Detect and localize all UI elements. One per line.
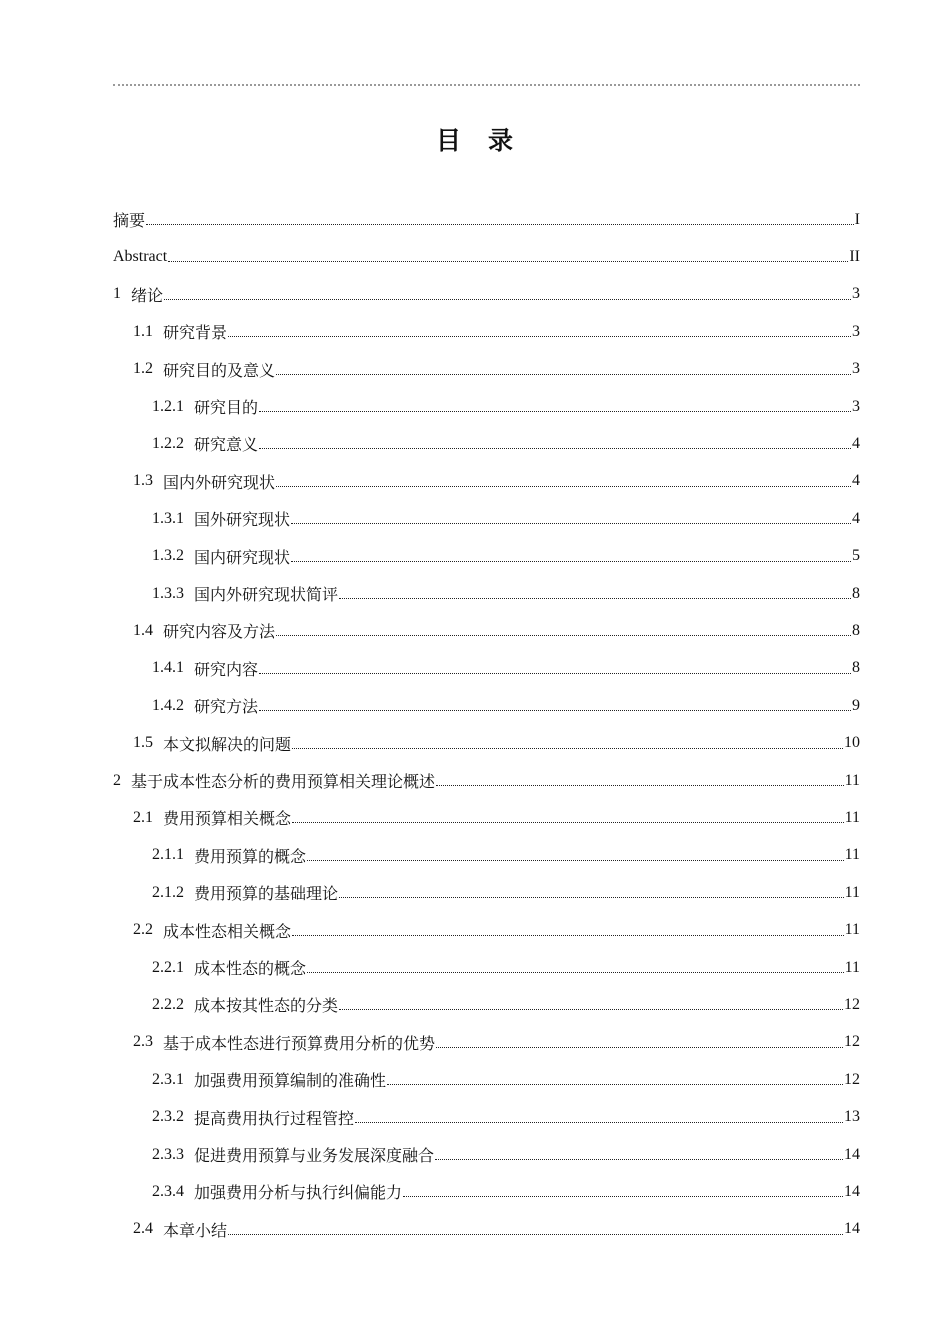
toc-entry-title: 促进费用预算与业务发展深度融合 <box>194 1146 435 1165</box>
toc-dot-leader <box>276 374 851 375</box>
toc-entry[interactable] <box>133 351 860 388</box>
toc-entry-title: 国外研究现状 <box>194 510 291 530</box>
toc-dot-leader <box>259 448 851 449</box>
toc-entry-number: 2.3.1 <box>152 1070 184 1088</box>
toc-entry[interactable] <box>152 538 860 575</box>
toc-dot-leader <box>435 1159 843 1160</box>
toc-entry-title: 国内外研究现状 <box>163 472 276 492</box>
toc-entry[interactable] <box>113 762 860 799</box>
toc-entry-number: 2.1.2 <box>152 883 184 901</box>
toc-entry[interactable] <box>133 463 860 500</box>
toc-entry-page: 11 <box>844 883 860 901</box>
toc-entry-page: 10 <box>844 734 860 752</box>
toc-dot-leader <box>403 1196 843 1197</box>
toc-entry[interactable] <box>133 725 860 762</box>
toc-entry[interactable] <box>152 425 860 462</box>
toc-entry-title: 基于成本性态分析的费用预算相关理论概述 <box>131 772 436 791</box>
toc-dot-leader <box>276 635 851 636</box>
toc-entry-page: 3 <box>852 285 860 303</box>
toc-entry-title: Abstract <box>113 247 168 265</box>
toc-dot-leader <box>436 1047 843 1048</box>
toc-dot-leader <box>292 748 843 749</box>
toc-entry-number: 1.4.1 <box>152 659 184 677</box>
toc-entry-page: 13 <box>844 1108 860 1126</box>
toc-dot-leader <box>164 299 851 300</box>
toc-dot-leader <box>307 860 844 861</box>
toc-entry-page: 11 <box>844 808 860 826</box>
toc-dot-leader <box>355 1122 843 1123</box>
toc-entry[interactable] <box>133 313 860 350</box>
toc-entry[interactable] <box>152 874 860 911</box>
toc-dot-leader <box>276 486 851 487</box>
toc-entry-title: 成本按其性态的分类 <box>194 996 339 1016</box>
toc-entry-title: 加强费用预算编制的准确性 <box>194 1071 387 1091</box>
toc-entry-title: 成本性态相关概念 <box>163 921 292 941</box>
toc-dot-leader <box>436 785 844 786</box>
toc-entry-number: 2.3.4 <box>152 1182 184 1200</box>
toc-entry-page: 4 <box>852 509 860 527</box>
toc-entry-title: 研究目的 <box>194 398 259 417</box>
toc-dot-leader <box>168 261 848 262</box>
toc-entry[interactable] <box>152 837 860 874</box>
toc-dot-leader <box>146 224 854 225</box>
toc-entry-number: 1.2 <box>133 360 153 378</box>
toc-entry-title: 费用预算的基础理论 <box>194 884 339 904</box>
toc-entry-title: 提高费用执行过程管控 <box>194 1108 355 1128</box>
toc-entry-number: 1.5 <box>133 734 153 752</box>
toc-entry-title: 国内研究现状 <box>194 547 291 567</box>
toc-entry-title: 研究目的及意义 <box>163 360 276 380</box>
toc-entry-title: 绪论 <box>131 285 164 305</box>
toc-entry[interactable] <box>133 612 860 649</box>
toc-entry-title: 摘要 <box>113 211 146 230</box>
toc-entry-page: 11 <box>844 921 860 939</box>
toc-dot-leader <box>339 598 851 599</box>
toc-entry-page: 11 <box>844 846 860 864</box>
toc-entry-number: 2.2 <box>133 921 153 939</box>
toc-entry-page: 4 <box>852 434 860 452</box>
toc-entry-page: 3 <box>852 397 860 415</box>
toc-entry-number: 1.1 <box>133 322 153 340</box>
toc-entry-title: 研究意义 <box>194 435 259 455</box>
toc-entry-page: 8 <box>852 621 860 639</box>
toc-entry-number: 2 <box>113 771 121 789</box>
toc-entry-number: 1.3.2 <box>152 547 184 565</box>
toc-entry-number: 2.1 <box>133 808 153 826</box>
toc-entry-page: 3 <box>852 360 860 378</box>
toc-entry-title: 成本性态的概念 <box>194 959 307 978</box>
toc-dot-leader <box>339 1009 843 1010</box>
toc-dot-leader <box>339 897 844 898</box>
toc-entry-page: 14 <box>844 1145 860 1163</box>
toc-entry[interactable] <box>113 201 860 238</box>
header-rule <box>113 84 860 86</box>
toc-entry[interactable] <box>133 799 860 836</box>
toc-entry-title: 国内外研究现状简评 <box>194 585 339 604</box>
toc-entry-title: 本文拟解决的问题 <box>163 734 292 754</box>
toc-entry-number: 1.3 <box>133 472 153 490</box>
toc-entry-number: 1.2.2 <box>152 434 184 452</box>
toc-entry-number: 2.2.1 <box>152 958 184 976</box>
toc-entry-title: 研究内容及方法 <box>163 622 276 642</box>
toc-entry-page: 12 <box>844 1070 860 1088</box>
toc-entry-page: 11 <box>844 958 860 976</box>
toc-entry[interactable] <box>152 1061 860 1098</box>
toc-dot-leader <box>307 972 844 973</box>
toc-entry-title: 研究背景 <box>163 323 228 343</box>
toc-entry[interactable] <box>152 949 860 986</box>
toc-dot-leader <box>259 673 851 674</box>
toc-entry-page: 14 <box>844 1182 860 1200</box>
toc-entry-number: 1.2.1 <box>152 397 184 415</box>
toc-entry-page: 4 <box>852 472 860 490</box>
toc-dot-leader <box>228 336 851 337</box>
toc-entry[interactable] <box>113 238 860 275</box>
toc-entry[interactable] <box>152 500 860 537</box>
toc-entry[interactable] <box>152 1173 860 1210</box>
toc-entry-number: 2.3.3 <box>152 1145 184 1163</box>
toc-entry-page: 11 <box>844 771 860 789</box>
toc-entry-page: 14 <box>844 1220 860 1238</box>
toc-entry-number: 1.4.2 <box>152 696 184 714</box>
toc-dot-leader <box>291 523 851 524</box>
toc-entry-title: 费用预算相关概念 <box>163 809 292 829</box>
toc-dot-leader <box>292 822 844 823</box>
toc-entry-page: 12 <box>844 1033 860 1051</box>
toc-entry-number: 2.1.1 <box>152 846 184 864</box>
toc-entry[interactable] <box>152 986 860 1023</box>
toc-dot-leader <box>291 561 851 562</box>
toc-dot-leader <box>387 1084 843 1085</box>
toc-entry[interactable] <box>152 388 860 425</box>
toc-entry-page: 12 <box>844 995 860 1013</box>
toc-entry-page: II <box>849 247 860 265</box>
toc-entry[interactable] <box>133 1211 860 1248</box>
toc-entry[interactable] <box>152 575 860 612</box>
toc-dot-leader <box>259 411 851 412</box>
toc-entry-number: 1.4 <box>133 621 153 639</box>
toc-entry[interactable] <box>152 1099 860 1136</box>
toc-entry-title: 基于成本性态进行预算费用分析的优势 <box>163 1033 436 1053</box>
toc-entry-page: I <box>854 210 860 228</box>
toc-entry-title: 费用预算的概念 <box>194 846 307 866</box>
toc-entry-title: 研究方法 <box>194 697 259 717</box>
toc-entry-number: 2.4 <box>133 1220 153 1238</box>
toc-entry[interactable] <box>152 1136 860 1173</box>
toc-entry[interactable] <box>133 1024 860 1061</box>
toc-entry-page: 8 <box>852 659 860 677</box>
toc-entry-title: 本章小结 <box>163 1220 228 1240</box>
page-title: 目 录 <box>435 126 514 155</box>
toc-entry-number: 1.3.3 <box>152 584 184 602</box>
toc-entry-number: 2.3 <box>133 1033 153 1051</box>
toc-entry[interactable] <box>152 687 860 724</box>
toc-entry[interactable] <box>133 912 860 949</box>
toc-entry-page: 3 <box>852 322 860 340</box>
toc-entry[interactable] <box>152 650 860 687</box>
toc-dot-leader <box>228 1234 843 1235</box>
toc-entry[interactable] <box>113 276 860 313</box>
toc-entry-page: 8 <box>852 584 860 602</box>
toc-entry-number: 2.2.2 <box>152 995 184 1013</box>
toc-entry-title: 加强费用分析与执行纠偏能力 <box>194 1183 403 1203</box>
toc-dot-leader <box>259 710 851 711</box>
toc-entry-title: 研究内容 <box>194 659 259 679</box>
toc-dot-leader <box>292 935 844 936</box>
toc-entry-number: 1 <box>113 285 121 303</box>
toc-entry-page: 9 <box>852 696 860 714</box>
toc-entry-number: 2.3.2 <box>152 1108 184 1126</box>
toc-entry-number: 1.3.1 <box>152 509 184 527</box>
toc-entry-page: 5 <box>852 547 860 565</box>
